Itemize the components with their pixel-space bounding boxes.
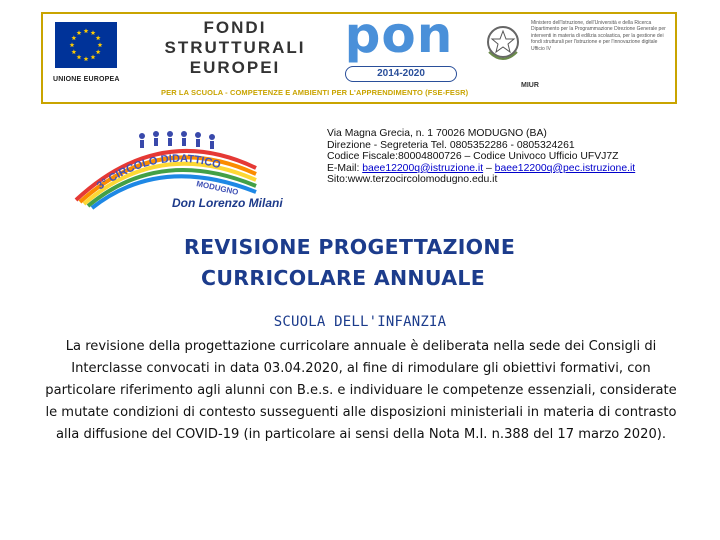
italian-republic-emblem-icon bbox=[483, 22, 523, 66]
eu-label: UNIONE EUROPEA bbox=[53, 76, 120, 83]
fondi-line: STRUTTURALI bbox=[164, 38, 306, 57]
email-link[interactable]: baee12200q@istruzione.it bbox=[362, 162, 484, 174]
school-logo-arc-text: 3° CIRCOLO DIDATTICO bbox=[94, 152, 223, 193]
miur-text: Ministero dell'Istruzione, dell'Università e della Ricerca Dipartimento per la Programmazione Direzione Generale per interventi in materia di edilizia scolastica, per la gestione dei fondi strutturali per l'istruzione e per l'innovazione digitale Ufficio IV bbox=[531, 20, 666, 52]
email-separator: – bbox=[483, 162, 495, 174]
pon-years: 2014-2020 bbox=[345, 66, 457, 82]
codes-line: Codice Fiscale:80004800726 – Codice Univoco Ufficio UFVJ7Z bbox=[327, 151, 619, 163]
document-subtitle: SCUOLA DELL'INFANZIA bbox=[273, 314, 447, 330]
fondi-line: FONDI bbox=[203, 18, 267, 37]
school-contacts bbox=[327, 128, 667, 186]
pon-banner bbox=[41, 6, 677, 104]
school-logo-sub-text: MODUGNO bbox=[195, 179, 240, 197]
pon-tagline: PER LA SCUOLA - COMPETENZE E AMBIENTI PER L'APPRENDIMENTO (FSE-FESR) bbox=[161, 88, 469, 97]
fondi-line: EUROPEI bbox=[189, 58, 281, 77]
miur-label: MIUR bbox=[521, 82, 539, 89]
school-name: Don Lorenzo Milani bbox=[172, 196, 283, 210]
pon-logo bbox=[325, 6, 473, 80]
email-prefix: E-Mail: bbox=[327, 162, 363, 174]
pon-word: pon bbox=[344, 6, 454, 64]
eu-flag-icon bbox=[55, 22, 117, 68]
address-line: Via Magna Grecia, n. 1 70026 MODUGNO (BA) bbox=[327, 128, 547, 139]
body-paragraph: La revisione della progettazione curricolare annuale è deliberata nella sede dei Consigli di Interclasse convocati in data 03.04.2020, al fine di rimodulare gli obiettivi formativi, con particolare riferimento agli alunni con B.e.s. e individuare le competenze essenziali, considerate le mutate condizioni di contesto susseguenti alle disposizioni ministeriali in materia di contrasto alla diffusione del COVID-19 (in particolare ai sensi della Nota M.I. n.388 del 17 marzo 2020). bbox=[45, 339, 677, 443]
website-line: Sito:www.terzocircolomodugno.edu.it bbox=[327, 174, 498, 186]
pec-email-link[interactable]: baee12200q@pec.istruzione.it bbox=[494, 162, 636, 174]
phone-line: Direzione - Segreteria Tel. 0805352286 - 0805324261 bbox=[327, 139, 575, 151]
title-line: REVISIONE PROGETTAZIONE bbox=[184, 235, 516, 259]
document-title bbox=[0, 232, 720, 294]
fondi-strutturali-logo bbox=[155, 18, 315, 84]
title-line: CURRICOLARE ANNUALE bbox=[201, 266, 486, 290]
email-line bbox=[327, 163, 667, 175]
